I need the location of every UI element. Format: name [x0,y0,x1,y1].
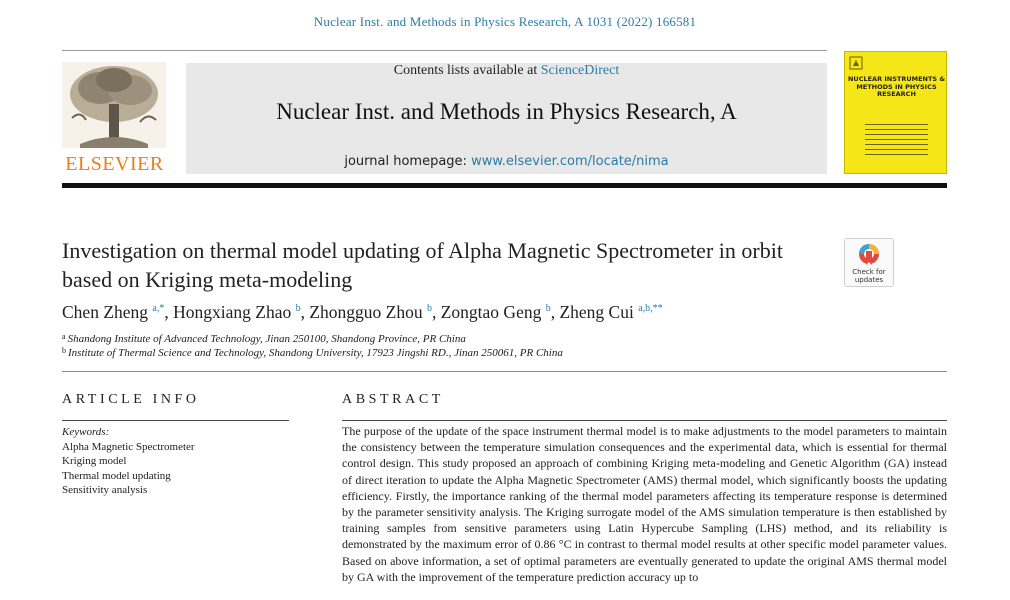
journal-cover-thumbnail[interactable] [844,51,947,174]
keyword-item: Thermal model updating [62,469,171,482]
abstract-heading: ABSTRACT [342,392,444,407]
sciencedirect-link[interactable]: ScienceDirect [540,63,620,78]
author-name[interactable]: Hongxiang Zhao [173,302,292,322]
abstract-rule [342,420,947,421]
author-list: Chen Zheng $^{a,*}$, Hongxiang Zhao $^b$, Zhongguo Zhou $^b$, Zongtao Geng $^b$, Zheng Cui $^{a,b,**}$ [62,302,663,322]
check-for-updates-badge[interactable] [844,238,894,287]
article-title: Investigation on thermal model updating of Alpha Magnetic Spectrometer in orbit based on Kriging meta-modeling [62,238,783,292]
author-name[interactable]: Zhongguo Zhou [309,302,423,322]
header-rule [62,50,827,51]
header-thick-rule [62,183,947,188]
affiliation-mark: b [62,346,66,355]
homepage-link[interactable]: www.elsevier.com/locate/nima [471,154,669,169]
author-affiliation-mark[interactable]: b [426,303,432,314]
elsevier-wordmark: ELSEVIER [65,153,164,175]
journal-banner [186,63,827,174]
cover-title: NUCLEAR INSTRUMENTS & METHODS IN PHYSICS RESEARCH [847,75,946,98]
keyword-item: Sensitivity analysis [62,484,148,496]
author-affiliation-mark[interactable]: a,* [152,303,165,314]
affiliation-b [62,346,942,359]
affiliation-text: Shandong Institute of Advanced Technology, Jinan 250100, Shandong Province, PR China [67,333,466,345]
article-info-rule [62,420,289,421]
keywords-block [62,425,292,498]
contents-prefix: Contents lists available at [393,63,541,78]
affiliation-a [62,332,942,345]
author-affiliation-mark[interactable]: b [545,303,551,314]
keyword-item: Kriging model [62,455,127,467]
homepage-line [186,154,827,169]
homepage-prefix: journal homepage: [344,154,472,169]
author-name[interactable]: Chen Zheng [62,302,149,322]
keyword-item: Alpha Magnetic Spectrometer [62,440,195,453]
article-info-heading: ARTICLE INFO [62,392,200,407]
affiliation-rule [62,371,947,372]
author-name[interactable]: Zheng Cui [559,302,634,322]
abstract-text: The purpose of the update of the space instrument thermal model is to make adjustments to the model parameters to maintain the consistency between the temperature simulation consequences and the experimental data, which is essential for thermal control design. This study proposed an approach of combining Kriging meta-modeling and Genetic Algorithm (GA) instead of direct iteration to update the Alpha Magnetic Spectrometer (AMS) thermal model, which significantly boosts the updating efficiency. Firstly, the importance ranking of the thermal model parameters affecting its temperature response is determined by the parameter sensitivity analysis. The Kriging surrogate model of the AMS simulation temperature is then established by training samples from sensitive parameters using Latin Hypercube Sampling (LHS) method, and its reliability is demonstrated by the maximum error of 0.86 °C in contrast to thermal model results at other specific model parameter values. Based on above information, a set of optimal parameters are eventually generated to update the original AMS thermal model by GA with the improvement of the temperature prediction accuracy up to [342,424,947,584]
contents-line [186,63,827,79]
author-name[interactable]: Zongtao Geng [440,302,542,322]
affiliation-mark: a [62,332,66,341]
affiliation-text: Institute of Thermal Science and Technology, Shandong University, 17923 Jingshi RD., Jinan 250061, PR China [68,347,563,359]
journal-citation[interactable]: Nuclear Inst. and Methods in Physics Research, A 1031 (2022) 166581 [313,14,697,29]
journal-name: Nuclear Inst. and Methods in Physics Research, A [276,99,737,124]
cover-publisher-icon [849,56,863,70]
author-affiliation-mark[interactable]: b [295,303,301,314]
cover-text-lines [865,124,928,159]
author-affiliation-mark[interactable]: a,b,** [638,303,663,314]
keywords-label: Keywords: [62,426,110,438]
crossmark-icon [858,243,880,267]
crossmark-label: Check for updates [852,268,886,284]
